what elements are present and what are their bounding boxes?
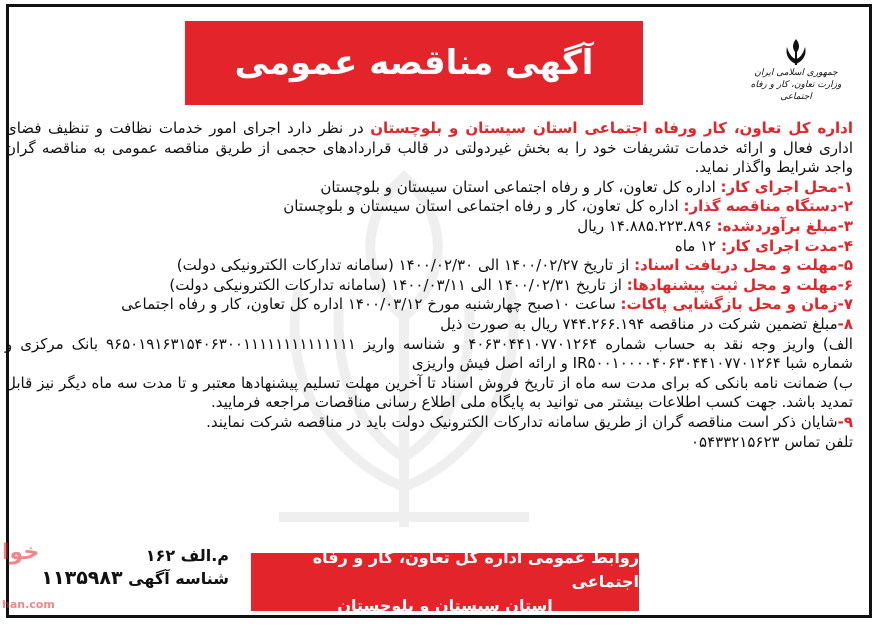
footer-line-2: استان سیستان و بلوچستان xyxy=(337,596,553,615)
guarantee-text: مبلغ تضمین شرکت در مناقصه ۷۴۴.۲۶۶.۱۹۴ ریال به صورت ذیل xyxy=(440,314,838,333)
ministry-logo xyxy=(737,37,855,107)
title-banner xyxy=(185,21,643,105)
contact-phone: تلفن تماس ۰۵۴۳۳۲۱۵۶۲۳ xyxy=(690,432,853,451)
ad-code: م.الف ۱۶۲ xyxy=(145,546,229,565)
announcement-frame xyxy=(6,4,872,618)
ad-id-label: شناسه آگهی xyxy=(128,569,229,588)
item-value: ۱۴.۸۸۵.۲۲۳.۸۹۶ ریال xyxy=(577,216,717,235)
logo-line-1: جمهوری اسلامی ایران xyxy=(754,68,838,78)
ad-meta xyxy=(39,545,229,590)
note-text: شایان ذکر است مناقصه گران از طریق سامانه تدارکات الکترونیک دولت باید در مناقصه شرکت نمایند. xyxy=(206,412,838,431)
item-label: ۱-محل اجرای کار: xyxy=(720,177,853,196)
public-relations-banner xyxy=(251,548,639,615)
announcement-body xyxy=(5,119,853,452)
item-9 xyxy=(5,413,853,433)
intro-org: اداره کل تعاون، کار ورفاه اجتماعی استان سیستان و بلوچستان xyxy=(370,119,853,137)
intro-text: در نظر دارد اجرای امور خدمات نظافت و تنظیف فضای اداری فعال و ارائه خدمات تشریفات خود را به بخش غیردولتی در قالب قراردادهای حجمی از طریق مناقصه عمومی به مناقصه گران واجد شرایط واگذار نماید. xyxy=(5,119,853,177)
item-4 xyxy=(5,237,853,257)
page-title: آگهی مناقصه عمومی xyxy=(234,43,594,83)
item-lead: ۸- xyxy=(837,314,853,333)
item-label: ۵-مهلت و محل دریافت اسناد: xyxy=(634,256,853,275)
guarantee-alef: الف) واریز وجه نقد به حساب شماره ۴۰۶۳۰۴۴۱۰۷۷۰۱۲۶۴ و شناسه واریز ۹۶۵۰۱۹۱۶۳۱۵۴۰۶۳۰۰۱۱۱۱۱۱۱۱۱۱۱۱۱۱ بانک مرکزی و شماره شبا IR۵۰۰۱۰۰۰۰۴۰۶۳۰۴۴۱۰۷۷۰۱۲۶۴ و ارائه اصل فیش واریزی xyxy=(5,334,853,373)
item-label: ۴-مدت اجرای کار: xyxy=(720,236,853,255)
item-5 xyxy=(5,256,853,276)
logo-line-2: وزارت تعاون، کار و رفاه اجتماعی xyxy=(750,80,842,102)
item-label: ۷-زمان و محل بازگشایی پاکات: xyxy=(620,295,853,314)
iran-emblem-icon xyxy=(781,37,811,67)
side-brand-top: خوا xyxy=(2,540,40,565)
side-brand-bottom: han.com xyxy=(2,598,55,611)
intro-paragraph xyxy=(5,119,853,178)
item-label: ۳-مبلغ برآوردشده: xyxy=(716,216,853,235)
item-lead: ۹- xyxy=(837,412,853,431)
side-brand-watermark xyxy=(0,540,60,620)
item-1 xyxy=(5,178,853,198)
item-label: ۶-مهلت و محل ثبت پیشنهادها: xyxy=(626,275,853,294)
guarantee-be: ب) ضمانت نامه بانکی که برای مدت سه ماه از تاریخ فروش اسناد تا آخرین مهلت تسلیم پیشنهادها معتبر و تا مدت سه ماه دیگر نیز قابل تمدید باشد. جهت کسب اطلاعات بیشتر می توانید به پایگاه ملی اطلاع رسانی مناقصات مراجعه فرمایید. xyxy=(5,373,853,412)
item-value: ۱۲ ماه xyxy=(674,236,721,255)
item-8 xyxy=(5,315,853,335)
item-value: اداره کل تعاون، کار و رفاه اجتماعی استان سیستان و بلوچستان xyxy=(320,177,721,196)
item-7 xyxy=(5,295,853,315)
item-value: از تاریخ ۱۴۰۰/۰۲/۳۱ الی ۱۴۰۰/۰۳/۱۱ (سامانه تدارکات الکترونیکی دولت) xyxy=(169,275,627,294)
item-6 xyxy=(5,276,853,296)
item-value: ساعت ۱۰صبح چهارشنبه مورخ ۱۴۰۰/۰۳/۱۲ اداره کل تعاون، کار و رفاه اجتماعی xyxy=(121,295,621,314)
item-3 xyxy=(5,217,853,237)
ad-id-number: ۱۱۳۵۹۸۳ xyxy=(41,567,123,589)
item-label: ۲-دستگاه مناقصه گذار: xyxy=(683,197,853,216)
item-2 xyxy=(5,197,853,217)
footer-line-1: روابط عمومی اداره کل تعاون، کار و رفاه اجتماعی xyxy=(312,548,639,591)
ad-id-row xyxy=(39,567,229,590)
item-value: اداره کل تعاون، کار و رفاه اجتماعی استان سیستان و بلوچستان xyxy=(283,197,684,216)
item-value: از تاریخ ۱۴۰۰/۰۲/۲۷ الی ۱۴۰۰/۰۲/۳۰ (سامانه تدارکات الکترونیکی دولت) xyxy=(176,256,635,275)
